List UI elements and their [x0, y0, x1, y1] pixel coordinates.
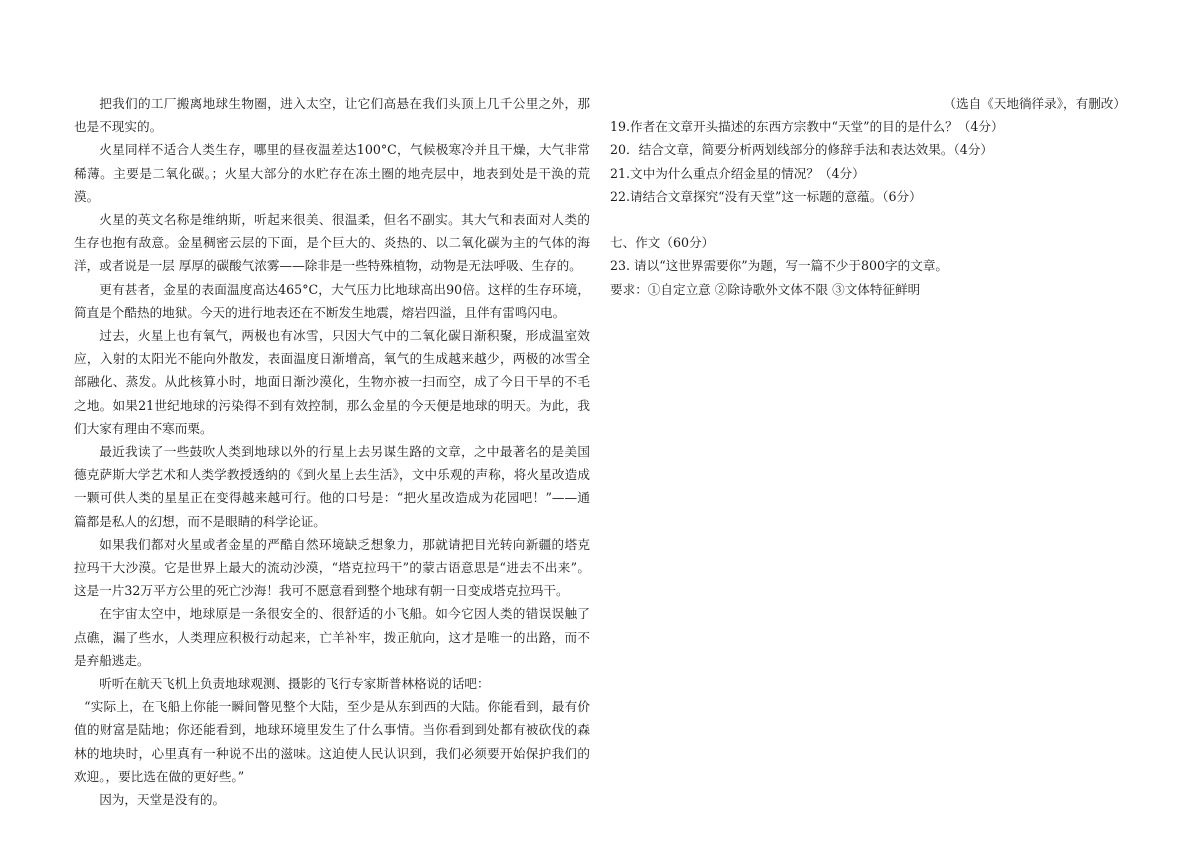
passage-paragraph-1: 把我们的工厂搬离地球生物圈，进入太空，让它们高悬在我们头顶上几千公里之外，那也是不现实的。 — [74, 96, 590, 135]
source-note: （选自《天地徜徉录》，有删改） — [943, 96, 1126, 111]
section-spacer — [610, 208, 1126, 231]
question-20: 20．结合文章，简要分析两划线部分的修辞手法和表达效果。（4分） — [610, 142, 993, 158]
passage-paragraph-5: 过去，火星上也有氧气，两极也有冰雪，只因大气中的二氧化碳日渐积聚，形成温室效应，入射的太阳光不能向外散发，表面温度日渐增高，氧气的生成越来越少，两极的冰雪全部融化、蒸发。从此核算小时，地面日渐沙漠化，生物亦被一扫而空，成了今日干旱的不毛之地。如果21世纪地球的污染得不到有效控制，那么金星的今天便是地球的明天。为此，我们大家有理由不寒而栗。 — [74, 328, 590, 436]
essay-requirements: 要求：①自定立意 ②除诗歌外文体不限 ③文体特征鲜明 — [610, 281, 921, 297]
passage-paragraph-4: 更有甚者，金星的表面温度高达465°C，大气压力比地球高出90倍。这样的生存环境，简直是个酷热的地狱。今天的进行地表还在不断发生地震，熔岩四溢，且伴有雷鸣闪电。 — [74, 281, 590, 320]
passage-paragraph-8: 在宇宙太空中，地球原是一条很安全的、很舒适的小飞船。如今它因人类的错误误触了点礁，漏了些水，人类理应积极行动起来，亡羊补牢，拨正航向，这才是唯一的出路，而不是弃船逃走。 — [74, 606, 590, 668]
question-22: 22.请结合文章探究“没有天堂”这一标题的意蕴。（6分） — [610, 188, 922, 204]
reading-passage — [74, 92, 590, 811]
passage-closing: 因为，天堂是没有的。 — [99, 792, 226, 808]
passage-quote: “实际上，在飞船上你能一瞬间瞥见整个大陆，至少是从东到西的大陆。你能看到，最有价值的财富是陆地；你还能看到，地球环境里发生了什么事情。当你看到到处都有被砍伐的森林的地块时，心里真有一种说不出的滋味。这迫使人民认识到，我们必须要开始保护我们的欢迎。，要比选在做的更好些。” — [74, 699, 590, 784]
passage-paragraph-3: 火星的英文名称是维纳斯，听起来很美、很温柔，但名不副实。其大气和表面对人类的生存也抱有敌意。金星稠密云层的下面，是个巨大的、炎热的、以二氧化碳为主的气体的海洋，或者说是一层 厚厚的碳酸气浓雾——除非是一些特殊植物，动物是无法呼吸、生存的。 — [74, 212, 590, 274]
essay-prompt: 23. 请以“这世界需要你”为题，写一篇不少于800字的文章。 — [610, 258, 949, 274]
question-21: 21.文中为什么重点介绍金星的情况？（4分） — [610, 165, 865, 181]
section-title: 七、作文（60分） — [610, 235, 715, 251]
questions-column — [610, 92, 1126, 301]
passage-paragraph-9: 听听在航天飞机上负责地球观测、摄影的飞行专家斯普林格说的话吧： — [99, 676, 490, 692]
question-19: 19.作者在文章开头描述的东西方宗教中“天堂”的目的是什么？（4分） — [610, 119, 1004, 135]
passage-paragraph-6: 最近我读了一些鼓吹人类到地球以外的行星上去另谋生路的文章，之中最著名的是美国德克萨斯大学艺术和人类学教授透纳的《到火星上去生活》，文中乐观的声称，将火星改造成一颗可供人类的星星正在变得越来越可行。他的口号是：“把火星改造成为花园吧！”——通篇都是私人的幻想，而不是眼睛的科学论证。 — [74, 444, 590, 529]
passage-paragraph-2: 火星同样不适合人类生存，哪里的昼夜温差达100°C，气候极寒冷并且干燥，大气非常稀薄。主要是二氧化碳。；火星大部分的水贮存在冻土圈的地壳层中，地表到处是干涣的荒漠。 — [74, 142, 590, 204]
passage-paragraph-7: 如果我们都对火星或者金星的严酷自然环境缺乏想象力，那就请把目光转向新疆的塔克拉玛干大沙漠。它是世界上最大的流动沙漠，“塔克拉玛干”的蒙古语意思是“进去不出来”。这是一片32万平方公里的死亡沙海！我可不愿意看到整个地球有朝一日变成塔克拉玛干。 — [74, 536, 590, 599]
